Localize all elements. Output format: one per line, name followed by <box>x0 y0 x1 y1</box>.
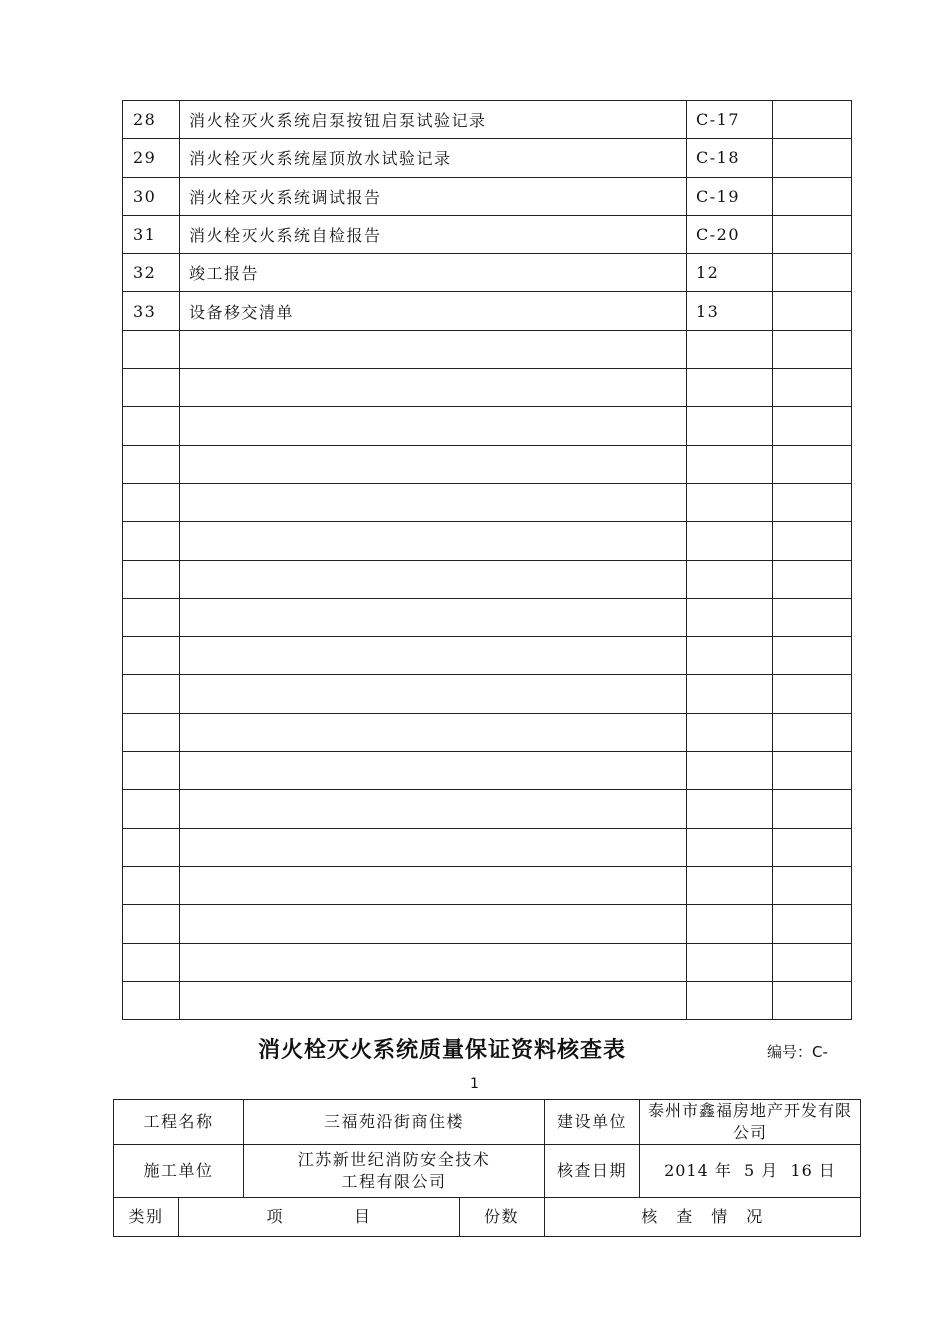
empty-cell <box>687 598 773 636</box>
table-row <box>123 598 852 636</box>
empty-cell <box>687 445 773 483</box>
table-row <box>123 522 852 560</box>
document-name: 消火栓灭火系统屋顶放水试验记录 <box>180 139 687 177</box>
empty-cell <box>123 828 180 866</box>
empty-cell <box>773 866 852 904</box>
empty-cell <box>123 713 180 751</box>
empty-cell <box>687 981 773 1019</box>
empty-cell <box>123 752 180 790</box>
empty-cell <box>123 943 180 981</box>
empty-cell <box>123 675 180 713</box>
empty-cell <box>687 790 773 828</box>
empty-cell <box>687 483 773 521</box>
check-cell <box>773 292 852 330</box>
table-row <box>114 1198 861 1237</box>
empty-cell <box>180 369 687 407</box>
empty-cell <box>123 905 180 943</box>
project-name-value: 三福苑沿街商住楼 <box>244 1100 545 1145</box>
row-number: 29 <box>123 139 180 177</box>
table-row <box>114 1145 861 1198</box>
empty-cell <box>180 905 687 943</box>
document-name: 消火栓灭火系统启泵按钮启泵试验记录 <box>180 101 687 139</box>
contractor-value <box>244 1145 545 1198</box>
contractor-label: 施工单位 <box>114 1145 244 1198</box>
document-code: C-20 <box>687 215 773 253</box>
developer-label: 建设单位 <box>545 1100 640 1145</box>
document-code: C-17 <box>687 101 773 139</box>
table-row <box>123 215 852 253</box>
table-row <box>123 101 852 139</box>
empty-cell <box>773 445 852 483</box>
row-number: 30 <box>123 177 180 215</box>
empty-cell <box>180 637 687 675</box>
empty-cell <box>180 445 687 483</box>
document-name: 竣工报告 <box>180 254 687 292</box>
empty-cell <box>123 981 180 1019</box>
developer-value: 泰州市鑫福房地产开发有限公司 <box>640 1100 861 1145</box>
empty-cell <box>180 828 687 866</box>
empty-cell <box>773 752 852 790</box>
table-row <box>123 790 852 828</box>
empty-cell <box>180 981 687 1019</box>
empty-cell <box>180 407 687 445</box>
document-list-body <box>123 101 852 1020</box>
table-row <box>123 866 852 904</box>
table-row <box>123 981 852 1019</box>
category-item-wrap <box>114 1198 459 1236</box>
empty-cell <box>773 637 852 675</box>
empty-cell <box>773 522 852 560</box>
empty-cell <box>180 675 687 713</box>
empty-cell <box>773 560 852 598</box>
table-row <box>123 292 852 330</box>
empty-cell <box>123 483 180 521</box>
table-row <box>123 943 852 981</box>
table-row <box>123 407 852 445</box>
empty-cell <box>687 637 773 675</box>
empty-cell <box>123 790 180 828</box>
empty-cell <box>180 713 687 751</box>
empty-cell <box>687 752 773 790</box>
empty-cell <box>123 522 180 560</box>
empty-cell <box>123 369 180 407</box>
empty-cell <box>687 866 773 904</box>
row-number: 28 <box>123 101 180 139</box>
table-row <box>114 1100 861 1145</box>
table-row <box>123 445 852 483</box>
empty-cell <box>123 560 180 598</box>
empty-cell <box>180 790 687 828</box>
table-row <box>123 752 852 790</box>
contractor-line-2: 工程有限公司 <box>341 1172 447 1191</box>
empty-cell <box>687 905 773 943</box>
table-row <box>123 369 852 407</box>
empty-cell <box>123 445 180 483</box>
empty-cell <box>773 905 852 943</box>
document-code: C-18 <box>687 139 773 177</box>
empty-cell <box>687 330 773 368</box>
table-row <box>123 713 852 751</box>
form-title: 消火栓灭火系统质量保证资料核查表 <box>258 1038 627 1063</box>
check-status-header: 核 查 情 况 <box>545 1198 861 1237</box>
empty-cell <box>123 866 180 904</box>
empty-cell <box>180 866 687 904</box>
check-cell <box>773 101 852 139</box>
check-cell <box>773 215 852 253</box>
table-row <box>123 254 852 292</box>
document-name: 设备移交清单 <box>180 292 687 330</box>
empty-cell <box>773 828 852 866</box>
empty-cell <box>773 713 852 751</box>
table-row <box>123 560 852 598</box>
empty-cell <box>123 637 180 675</box>
empty-cell <box>687 828 773 866</box>
empty-cell <box>773 330 852 368</box>
table-row <box>123 483 852 521</box>
row-number: 33 <box>123 292 180 330</box>
empty-cell <box>123 407 180 445</box>
empty-cell <box>773 407 852 445</box>
table-row <box>123 905 852 943</box>
document-code: 13 <box>687 292 773 330</box>
check-date-value: 2014 年 5 月 16 日 <box>640 1145 861 1198</box>
row-number: 32 <box>123 254 180 292</box>
empty-cell <box>123 330 180 368</box>
category-header: 类别 <box>114 1198 179 1236</box>
form-header-table <box>113 1099 861 1237</box>
copies-header: 份数 <box>460 1198 545 1237</box>
table-row <box>123 637 852 675</box>
empty-cell <box>687 560 773 598</box>
empty-cell <box>180 752 687 790</box>
category-item-cell <box>114 1198 460 1237</box>
table-row <box>123 177 852 215</box>
empty-cell <box>687 675 773 713</box>
empty-cell <box>773 943 852 981</box>
row-number: 31 <box>123 215 180 253</box>
empty-cell <box>180 522 687 560</box>
project-name-label: 工程名称 <box>114 1100 244 1145</box>
document-code: 12 <box>687 254 773 292</box>
document-code: C-19 <box>687 177 773 215</box>
item-header: 项 目 <box>266 1207 372 1226</box>
check-cell <box>773 177 852 215</box>
empty-cell <box>773 369 852 407</box>
check-cell <box>773 139 852 177</box>
table-row <box>123 828 852 866</box>
empty-cell <box>773 483 852 521</box>
table-row <box>123 330 852 368</box>
empty-cell <box>687 407 773 445</box>
empty-cell <box>687 522 773 560</box>
empty-cell <box>773 981 852 1019</box>
empty-cell <box>180 330 687 368</box>
empty-cell <box>687 943 773 981</box>
document-list-table <box>122 100 852 1020</box>
empty-cell <box>123 598 180 636</box>
check-date-label: 核查日期 <box>545 1145 640 1198</box>
table-row <box>123 139 852 177</box>
empty-cell <box>180 483 687 521</box>
form-code-label: 编号：C- <box>767 1043 828 1061</box>
empty-cell <box>773 790 852 828</box>
empty-cell <box>773 675 852 713</box>
empty-cell <box>773 598 852 636</box>
empty-cell <box>180 598 687 636</box>
page-number: 1 <box>470 1076 479 1092</box>
table-row <box>123 675 852 713</box>
contractor-line-1: 江苏新世纪消防安全技术 <box>297 1150 491 1169</box>
check-cell <box>773 254 852 292</box>
empty-cell <box>180 943 687 981</box>
document-name: 消火栓灭火系统调试报告 <box>180 177 687 215</box>
empty-cell <box>180 560 687 598</box>
document-name: 消火栓灭火系统自检报告 <box>180 215 687 253</box>
empty-cell <box>687 369 773 407</box>
empty-cell <box>687 713 773 751</box>
